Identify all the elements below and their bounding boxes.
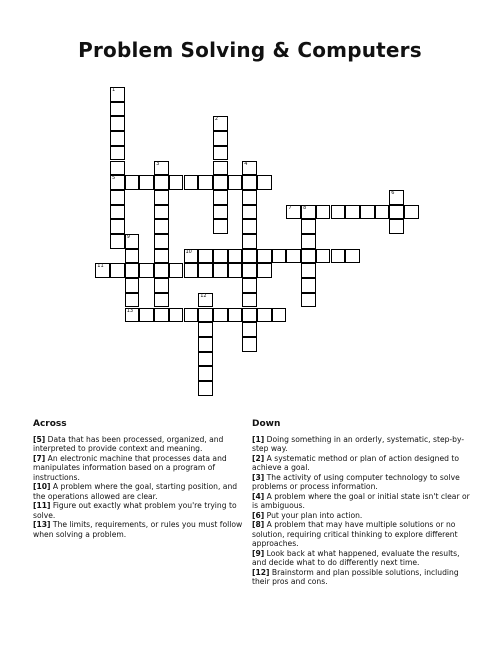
grid-cell[interactable] [301, 278, 316, 293]
clue-number: [12] [252, 567, 270, 577]
grid-cell[interactable] [110, 102, 125, 117]
grid-cell[interactable] [389, 205, 404, 220]
grid-cell[interactable] [125, 308, 140, 323]
grid-cell[interactable] [198, 381, 213, 396]
grid-cell[interactable] [154, 278, 169, 293]
cell-number: 12 [200, 292, 207, 299]
clue-text: Data that has been processed, organized, and interpreted to provide context and meaning. [33, 434, 224, 453]
grid-cell[interactable] [213, 249, 228, 264]
grid-cell[interactable] [125, 234, 140, 249]
grid-cell[interactable] [228, 308, 243, 323]
grid-cell[interactable] [228, 249, 243, 264]
grid-cell[interactable] [198, 175, 213, 190]
grid-cell[interactable] [139, 263, 154, 278]
grid-cell[interactable] [169, 308, 184, 323]
grid-cell[interactable] [198, 337, 213, 352]
puzzle-title: Problem Solving & Computers [78, 38, 422, 62]
grid-cell[interactable] [360, 205, 375, 220]
grid-cell[interactable] [154, 263, 169, 278]
grid-cell[interactable] [154, 293, 169, 308]
grid-cell[interactable] [301, 249, 316, 264]
cell-number: 1 [112, 87, 116, 93]
grid-cell[interactable] [154, 161, 169, 176]
grid-cell[interactable] [213, 161, 228, 176]
grid-cell[interactable] [389, 190, 404, 205]
down-clue [252, 435, 470, 454]
down-list [252, 435, 470, 587]
grid-cell[interactable] [125, 293, 140, 308]
down-clues [252, 420, 470, 587]
clue-text: A problem where the goal, starting position, and the operations allowed are clear. [33, 482, 238, 501]
grid-cell[interactable] [316, 249, 331, 264]
grid-cell[interactable] [95, 263, 110, 278]
grid-cell[interactable] [110, 263, 125, 278]
clue-number: [8] [252, 520, 265, 529]
clue-number: [7] [33, 453, 46, 463]
grid-cell[interactable] [198, 293, 213, 308]
clue-text: A problem where the goal or initial state isn't clear or is ambiguous. [252, 491, 470, 510]
grid-cell[interactable] [213, 308, 228, 323]
grid-cell[interactable] [110, 234, 125, 249]
clue-text: Doing something in an orderly, systematic, step-by-step way. [252, 434, 465, 453]
grid-cell[interactable] [154, 308, 169, 323]
down-clue [252, 492, 470, 511]
cell-number: 13 [126, 307, 134, 314]
cell-number: 4 [244, 160, 248, 167]
grid-cell[interactable] [213, 131, 228, 146]
grid-cell[interactable] [242, 263, 257, 278]
grid-cell[interactable] [110, 219, 125, 234]
grid-cell[interactable] [242, 337, 257, 352]
grid-cell[interactable] [331, 205, 346, 220]
grid-cell[interactable] [242, 219, 257, 234]
down-clue [252, 473, 470, 492]
grid-cell[interactable] [213, 175, 228, 190]
grid-cell[interactable] [125, 249, 140, 264]
grid-cell[interactable] [154, 249, 169, 264]
grid-cell[interactable] [242, 190, 257, 205]
grid-cell[interactable] [154, 190, 169, 205]
cell-number: 10 [185, 248, 192, 255]
grid-cell[interactable] [110, 116, 125, 131]
grid-cell[interactable] [110, 131, 125, 146]
grid-cell[interactable] [242, 205, 257, 220]
grid-cell[interactable] [139, 308, 154, 323]
grid-cell[interactable] [110, 175, 125, 190]
grid-cell[interactable] [198, 263, 213, 278]
clue-text: A problem that may have multiple solutions or no solution, requiring critical thinking to explore different approaches. [252, 520, 458, 548]
grid-cell[interactable] [272, 308, 287, 323]
grid-cell[interactable] [198, 322, 213, 337]
clue-text: An electronic machine that processes data and manipulates information based on a program of instructions. [33, 453, 227, 482]
grid-cell[interactable] [154, 219, 169, 234]
clue-number: [3] [252, 472, 265, 482]
grid-cell[interactable] [286, 249, 301, 264]
across-clue [33, 501, 251, 520]
grid-cell[interactable] [110, 87, 125, 102]
cell-number: 2 [214, 116, 219, 123]
grid-cell[interactable] [228, 263, 243, 278]
grid-cell[interactable] [301, 234, 316, 249]
grid-cell[interactable] [242, 234, 257, 249]
across-clue [33, 435, 251, 454]
grid-cell[interactable] [257, 308, 272, 323]
clue-text: The activity of using computer technology to solve problems or process information. [252, 472, 460, 491]
down-heading: Down [252, 419, 281, 429]
clue-number: [11] [33, 501, 51, 510]
grid-cell[interactable] [272, 249, 287, 264]
grid-cell[interactable] [242, 293, 257, 308]
grid-cell[interactable] [331, 249, 346, 264]
cell-number: 7 [288, 204, 292, 211]
clue-number: [13] [33, 520, 51, 529]
across-list [33, 435, 251, 540]
down-clue [252, 454, 470, 473]
grid-cell[interactable] [213, 205, 228, 220]
cell-number: 9 [126, 234, 130, 240]
grid-cell[interactable] [125, 263, 140, 278]
grid-cell[interactable] [198, 352, 213, 367]
grid-cell[interactable] [198, 308, 213, 323]
grid-cell[interactable] [242, 175, 257, 190]
grid-cell[interactable] [345, 249, 360, 264]
grid-cell[interactable] [154, 175, 169, 190]
grid-cell[interactable] [110, 161, 125, 176]
grid-cell[interactable] [110, 146, 125, 161]
grid-cell[interactable] [213, 146, 228, 161]
grid-cell[interactable] [184, 249, 199, 264]
grid-cell[interactable] [242, 308, 257, 323]
grid-cell[interactable] [154, 205, 169, 220]
grid-cell[interactable] [389, 219, 404, 234]
clue-number: [9] [252, 548, 265, 558]
across-clue [33, 520, 251, 539]
clue-number: [5] [33, 434, 46, 444]
grid-cell[interactable] [184, 308, 199, 323]
clue-text: Brainstorm and plan possible solutions, including their pros and cons. [252, 567, 459, 586]
grid-cell[interactable] [213, 116, 228, 131]
grid-cell[interactable] [301, 263, 316, 278]
grid-cell[interactable] [301, 205, 316, 220]
grid-cell[interactable] [110, 205, 125, 220]
grid-cell[interactable] [242, 322, 257, 337]
grid-cell[interactable] [198, 366, 213, 381]
grid-cell[interactable] [154, 234, 169, 249]
grid-cell[interactable] [213, 219, 228, 234]
cell-number: 5 [112, 175, 116, 182]
grid-cell[interactable] [139, 175, 154, 190]
clue-text: A systematic method or plan of action designed to achieve a goal. [252, 453, 460, 472]
grid-cell[interactable] [301, 219, 316, 234]
down-clue [252, 549, 470, 568]
cell-number: 6 [391, 189, 395, 196]
across-clues [33, 420, 251, 539]
grid-cell[interactable] [242, 161, 257, 176]
clue-number: [2] [252, 453, 265, 463]
grid-cell[interactable] [198, 249, 213, 264]
cell-number: 3 [156, 160, 160, 167]
grid-cell[interactable] [242, 249, 257, 264]
grid-cell[interactable] [213, 263, 228, 278]
clue-text: Figure out exactly what problem you're trying to solve. [33, 501, 237, 520]
cell-number: 8 [303, 204, 307, 211]
grid-cell[interactable] [125, 175, 140, 190]
across-clue [33, 454, 251, 483]
grid-cell[interactable] [257, 263, 272, 278]
grid-cell[interactable] [228, 175, 243, 190]
grid-cell[interactable] [184, 175, 199, 190]
clue-text: Put your plan into action. [264, 510, 363, 520]
grid-cell[interactable] [404, 205, 419, 220]
clue-number: [10] [33, 482, 51, 491]
clue-text: Look back at what happened, evaluate the results, and decide what to do differently next time. [252, 548, 460, 567]
clue-number: [1] [252, 434, 265, 444]
down-clue [252, 511, 470, 521]
grid-cell[interactable] [169, 175, 184, 190]
down-clue [252, 520, 470, 549]
cell-number: 11 [97, 263, 104, 270]
grid-cell[interactable] [169, 263, 184, 278]
clue-number: [6] [252, 510, 265, 520]
grid-cell[interactable] [257, 249, 272, 264]
grid-cell[interactable] [110, 190, 125, 205]
clue-text: The limits, requirements, or rules you must follow when solving a problem. [33, 520, 243, 539]
grid-cell[interactable] [125, 278, 140, 293]
down-clue [252, 568, 470, 587]
grid-cell[interactable] [257, 175, 272, 190]
clue-number: [4] [252, 491, 265, 501]
grid-cell[interactable] [316, 205, 331, 220]
grid-cell[interactable] [345, 205, 360, 220]
grid-cell[interactable] [242, 278, 257, 293]
grid-cell[interactable] [286, 205, 301, 220]
across-clue [33, 482, 251, 501]
across-heading: Across [33, 419, 67, 429]
grid-cell[interactable] [184, 263, 199, 278]
grid-cell[interactable] [213, 190, 228, 205]
grid-cell[interactable] [301, 293, 316, 308]
grid-cell[interactable] [375, 205, 390, 220]
